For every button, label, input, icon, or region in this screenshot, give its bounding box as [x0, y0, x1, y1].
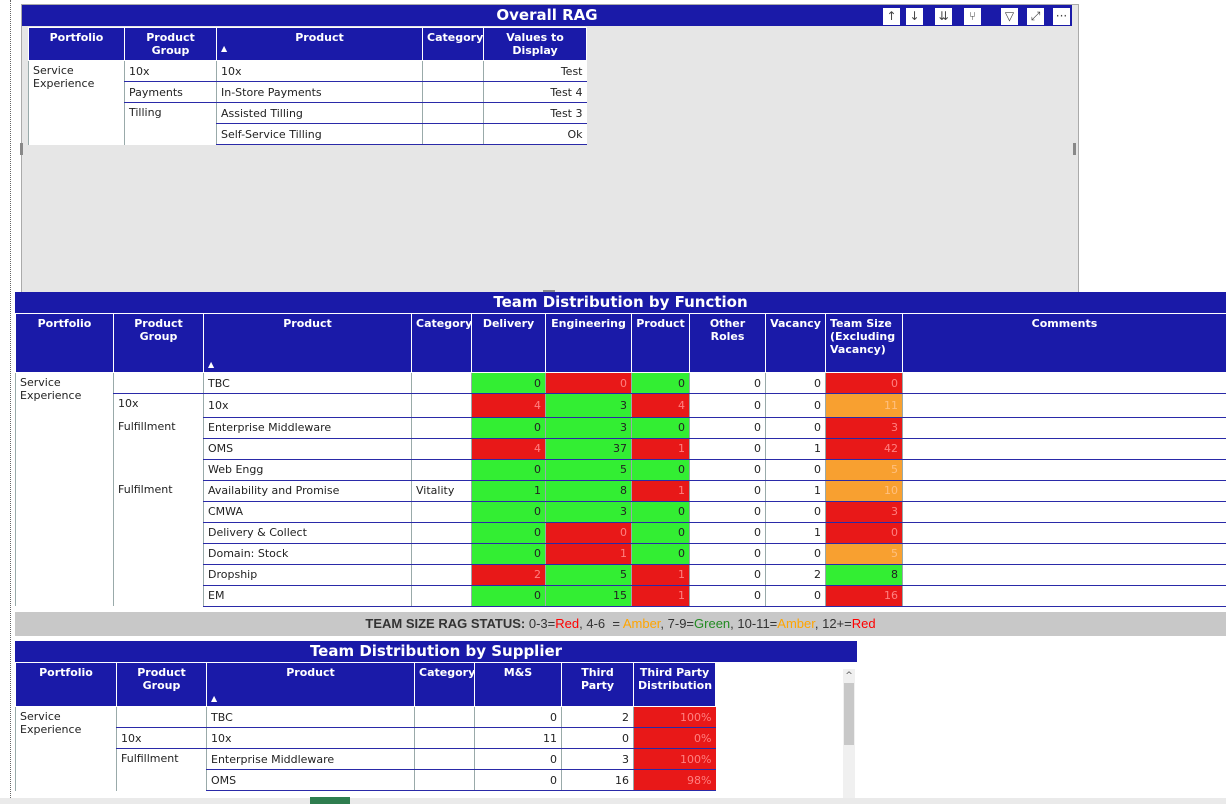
page-tab-bar — [0, 798, 1226, 804]
col-header-ms[interactable]: M&S — [475, 663, 562, 707]
category-cell — [415, 770, 475, 791]
col-header-product[interactable]: Product ▲ — [217, 28, 423, 61]
more-options-icon[interactable]: ··· — [1052, 7, 1071, 26]
team-supplier-title: Team Distribution by Supplier — [15, 641, 857, 662]
product-role-cell: 0 — [632, 522, 690, 543]
category-cell — [412, 459, 472, 480]
category-cell — [423, 82, 484, 103]
other-roles-cell: 0 — [690, 564, 766, 585]
engineering-cell: 3 — [546, 417, 632, 438]
col-header-third-party[interactable]: Third Party — [562, 663, 634, 707]
portfolio-cell: Service Experience — [16, 373, 114, 607]
team-size-cell: 42 — [826, 438, 903, 459]
value-cell: Test — [484, 61, 587, 82]
rag-status-part: Red — [555, 616, 580, 631]
page-tab-active[interactable] — [310, 797, 350, 804]
other-roles-cell: 0 — [690, 543, 766, 564]
group-cell — [117, 707, 207, 728]
product-cell: TBC — [204, 373, 412, 394]
ms-cell: 0 — [475, 749, 562, 770]
product-cell: Availability and Promise — [204, 480, 412, 501]
engineering-cell: 8 — [546, 480, 632, 501]
other-roles-cell: 0 — [690, 522, 766, 543]
rag-status-part: , 7-9= — [660, 616, 695, 631]
group-cell: 10x — [125, 61, 217, 82]
value-cell: Test 3 — [484, 103, 587, 124]
comments-cell — [903, 459, 1226, 480]
col-header-team-size[interactable]: Team Size (Excluding Vacancy) — [826, 314, 903, 373]
team-function-title: Team Distribution by Function — [15, 292, 1226, 313]
rag-status-part: Red — [851, 616, 876, 631]
category-cell — [415, 749, 475, 770]
product-cell: Enterprise Middleware — [207, 749, 415, 770]
rag-status-part: , 4-6 = — [579, 616, 623, 631]
group-cell: Fulfilment — [114, 480, 204, 606]
delivery-cell: 0 — [472, 522, 546, 543]
team-size-cell: 3 — [826, 417, 903, 438]
delivery-cell: 1 — [472, 480, 546, 501]
delivery-cell: 0 — [472, 459, 546, 480]
rag-status-part: , 10-11= — [730, 616, 778, 631]
col-header-product-group[interactable]: Product Group — [114, 314, 204, 373]
col-header-delivery[interactable]: Delivery — [472, 314, 546, 373]
product-cell: Web Engg — [204, 459, 412, 480]
category-cell — [412, 394, 472, 418]
expand-all-icon[interactable]: ⇊ — [934, 7, 953, 26]
comments-cell — [903, 417, 1226, 438]
category-cell — [423, 124, 484, 145]
product-cell: EM — [204, 585, 412, 606]
comments-cell — [903, 585, 1226, 606]
group-cell: 10x — [117, 728, 207, 749]
third-party-cell: 0 — [562, 728, 634, 749]
comments-cell — [903, 501, 1226, 522]
value-cell: Ok — [484, 124, 587, 145]
category-cell — [412, 373, 472, 394]
vacancy-cell: 0 — [766, 501, 826, 522]
product-role-cell: 0 — [632, 501, 690, 522]
comments-cell — [903, 394, 1226, 418]
col-header-portfolio[interactable]: Portfolio — [16, 663, 117, 707]
comments-cell — [903, 564, 1226, 585]
vacancy-cell: 1 — [766, 438, 826, 459]
col-header-category[interactable]: Category — [412, 314, 472, 373]
col-header-product-role[interactable]: Product — [632, 314, 690, 373]
product-cell: 10x — [204, 394, 412, 418]
category-cell — [415, 728, 475, 749]
col-header-portfolio[interactable]: Portfolio — [16, 314, 114, 373]
team-size-cell: 16 — [826, 585, 903, 606]
category-cell — [412, 501, 472, 522]
product-role-cell: 0 — [632, 417, 690, 438]
delivery-cell: 4 — [472, 438, 546, 459]
comments-cell — [903, 522, 1226, 543]
rag-status-label: TEAM SIZE RAG STATUS: — [365, 616, 526, 631]
product-role-cell: 0 — [632, 373, 690, 394]
comments-cell — [903, 373, 1226, 394]
product-role-cell: 1 — [632, 564, 690, 585]
rag-status-part: Amber — [777, 616, 815, 631]
vacancy-cell: 0 — [766, 585, 826, 606]
col-header-product-group[interactable]: Product Group — [125, 28, 217, 61]
engineering-cell: 3 — [546, 501, 632, 522]
category-cell — [412, 585, 472, 606]
category-cell — [423, 103, 484, 124]
comments-cell — [903, 543, 1226, 564]
overall-rag-title: Overall RAG — [22, 5, 1072, 26]
col-header-other-roles[interactable]: Other Roles — [690, 314, 766, 373]
vacancy-cell: 0 — [766, 459, 826, 480]
table-row — [16, 728, 716, 749]
col-header-product-group[interactable]: Product Group — [117, 663, 207, 707]
product-role-cell: 0 — [632, 543, 690, 564]
filter-icon[interactable]: ▽ — [1000, 7, 1019, 26]
engineering-cell: 37 — [546, 438, 632, 459]
delivery-cell: 0 — [472, 417, 546, 438]
delivery-cell: 0 — [472, 501, 546, 522]
team-function-table — [15, 313, 1226, 607]
col-header-comments[interactable]: Comments — [903, 314, 1226, 373]
vacancy-cell: 2 — [766, 564, 826, 585]
category-cell — [412, 522, 472, 543]
distribution-cell: 0% — [634, 728, 716, 749]
team-size-cell: 8 — [826, 564, 903, 585]
table-row — [16, 394, 1226, 418]
col-header-category[interactable]: Category — [423, 28, 484, 61]
product-cell: Assisted Tilling — [217, 103, 423, 124]
team-size-cell: 5 — [826, 459, 903, 480]
team-size-cell: 0 — [826, 522, 903, 543]
third-party-cell: 16 — [562, 770, 634, 791]
group-cell: 10x — [114, 394, 204, 418]
product-role-cell: 1 — [632, 480, 690, 501]
vacancy-cell: 0 — [766, 394, 826, 418]
product-cell: 10x — [217, 61, 423, 82]
portfolio-cell: Service Experience — [16, 707, 117, 791]
product-cell: Delivery & Collect — [204, 522, 412, 543]
engineering-cell: 15 — [546, 585, 632, 606]
focus-mode-icon[interactable]: ⤢ — [1026, 7, 1045, 26]
other-roles-cell: 0 — [690, 417, 766, 438]
ms-cell: 11 — [475, 728, 562, 749]
team-supplier-table — [15, 662, 716, 791]
category-cell — [412, 438, 472, 459]
third-party-cell: 3 — [562, 749, 634, 770]
distribution-cell: 100% — [634, 707, 716, 728]
delivery-cell: 0 — [472, 585, 546, 606]
delivery-cell: 0 — [472, 373, 546, 394]
group-cell — [114, 373, 204, 394]
ms-cell: 0 — [475, 707, 562, 728]
ms-cell: 0 — [475, 770, 562, 791]
product-cell: Enterprise Middleware — [204, 417, 412, 438]
vacancy-cell: 0 — [766, 543, 826, 564]
product-role-cell: 1 — [632, 438, 690, 459]
product-cell: 10x — [207, 728, 415, 749]
value-cell: Test 4 — [484, 82, 587, 103]
table-row — [16, 749, 716, 770]
scroll-up-icon[interactable]: ^ — [845, 671, 853, 681]
other-roles-cell: 0 — [690, 480, 766, 501]
drill-down-icon[interactable]: ⑂ — [963, 7, 982, 26]
table-row — [16, 417, 1226, 438]
col-header-values[interactable]: Values to Display — [484, 28, 587, 61]
engineering-cell: 5 — [546, 564, 632, 585]
col-header-engineering[interactable]: Engineering — [546, 314, 632, 373]
team-supplier-visual[interactable] — [15, 641, 857, 804]
group-cell: Payments — [125, 82, 217, 103]
product-role-cell: 1 — [632, 585, 690, 606]
overall-rag-table — [28, 27, 587, 145]
product-cell: In-Store Payments — [217, 82, 423, 103]
overall-rag-visual[interactable] — [21, 4, 1079, 293]
other-roles-cell: 0 — [690, 459, 766, 480]
engineering-cell: 5 — [546, 459, 632, 480]
other-roles-cell: 0 — [690, 438, 766, 459]
engineering-cell: 1 — [546, 543, 632, 564]
team-size-cell: 0 — [826, 373, 903, 394]
comments-cell — [903, 480, 1226, 501]
col-header-portfolio[interactable]: Portfolio — [29, 28, 125, 61]
team-size-cell: 10 — [826, 480, 903, 501]
team-size-cell: 5 — [826, 543, 903, 564]
other-roles-cell: 0 — [690, 373, 766, 394]
col-header-third-party-distribution[interactable]: Third Party Distribution — [634, 663, 716, 707]
comments-cell — [903, 438, 1226, 459]
product-cell: Dropship — [204, 564, 412, 585]
sort-ascending-icon[interactable]: ▲ — [208, 360, 215, 369]
delivery-cell: 2 — [472, 564, 546, 585]
table-row — [16, 707, 716, 728]
rag-status-part: Green — [694, 616, 731, 631]
group-cell: Tilling — [125, 103, 217, 145]
vacancy-cell: 1 — [766, 480, 826, 501]
category-cell — [412, 417, 472, 438]
engineering-cell: 3 — [546, 394, 632, 418]
table-row — [16, 373, 1226, 394]
col-header-category[interactable]: Category — [415, 663, 475, 707]
distribution-cell: 100% — [634, 749, 716, 770]
canvas-edge — [10, 0, 11, 804]
rag-status-part: , 12+= — [814, 616, 852, 631]
resize-handle-right[interactable] — [1073, 143, 1076, 155]
team-size-cell: 11 — [826, 394, 903, 418]
team-function-visual[interactable] — [15, 292, 1226, 606]
sort-descending-icon[interactable]: ↓ — [905, 7, 924, 26]
sort-ascending-icon[interactable]: ▲ — [221, 44, 228, 53]
other-roles-cell: 0 — [690, 394, 766, 418]
rag-status-legend — [15, 612, 1226, 636]
delivery-cell: 0 — [472, 543, 546, 564]
other-roles-cell: 0 — [690, 585, 766, 606]
vacancy-cell: 0 — [766, 373, 826, 394]
group-cell: Fulfillment — [117, 749, 207, 791]
product-cell: OMS — [207, 770, 415, 791]
product-role-cell: 0 — [632, 459, 690, 480]
product-cell: TBC — [207, 707, 415, 728]
rag-status-part: 0-3= — [525, 616, 556, 631]
product-role-cell: 4 — [632, 394, 690, 418]
engineering-cell: 0 — [546, 373, 632, 394]
product-cell: OMS — [204, 438, 412, 459]
vacancy-cell: 0 — [766, 417, 826, 438]
third-party-cell: 2 — [562, 707, 634, 728]
vacancy-cell: 1 — [766, 522, 826, 543]
sort-ascending-icon[interactable]: ▲ — [211, 694, 218, 703]
product-cell: CMWA — [204, 501, 412, 522]
delivery-cell: 4 — [472, 394, 546, 418]
engineering-cell: 0 — [546, 522, 632, 543]
col-header-product[interactable]: Product ▲ — [207, 663, 415, 707]
scrollbar-thumb[interactable] — [844, 683, 854, 745]
group-cell: Fulfillment — [114, 417, 204, 480]
rag-status-part: Amber — [622, 616, 661, 631]
category-cell — [412, 543, 472, 564]
category-cell: Vitality — [412, 480, 472, 501]
category-cell — [415, 707, 475, 728]
portfolio-cell: Service Experience — [29, 61, 125, 145]
col-header-vacancy[interactable]: Vacancy — [766, 314, 826, 373]
product-cell: Domain: Stock — [204, 543, 412, 564]
category-cell — [423, 61, 484, 82]
distribution-cell: 98% — [634, 770, 716, 791]
table-row — [16, 480, 1226, 501]
team-size-cell: 3 — [826, 501, 903, 522]
product-cell: Self-Service Tilling — [217, 124, 423, 145]
other-roles-cell: 0 — [690, 501, 766, 522]
category-cell — [412, 564, 472, 585]
resize-handle-left[interactable] — [20, 143, 23, 155]
sort-ascending-icon[interactable]: ↑ — [882, 7, 901, 26]
col-header-product[interactable]: Product ▲ — [204, 314, 412, 373]
vertical-scrollbar[interactable] — [843, 669, 855, 804]
